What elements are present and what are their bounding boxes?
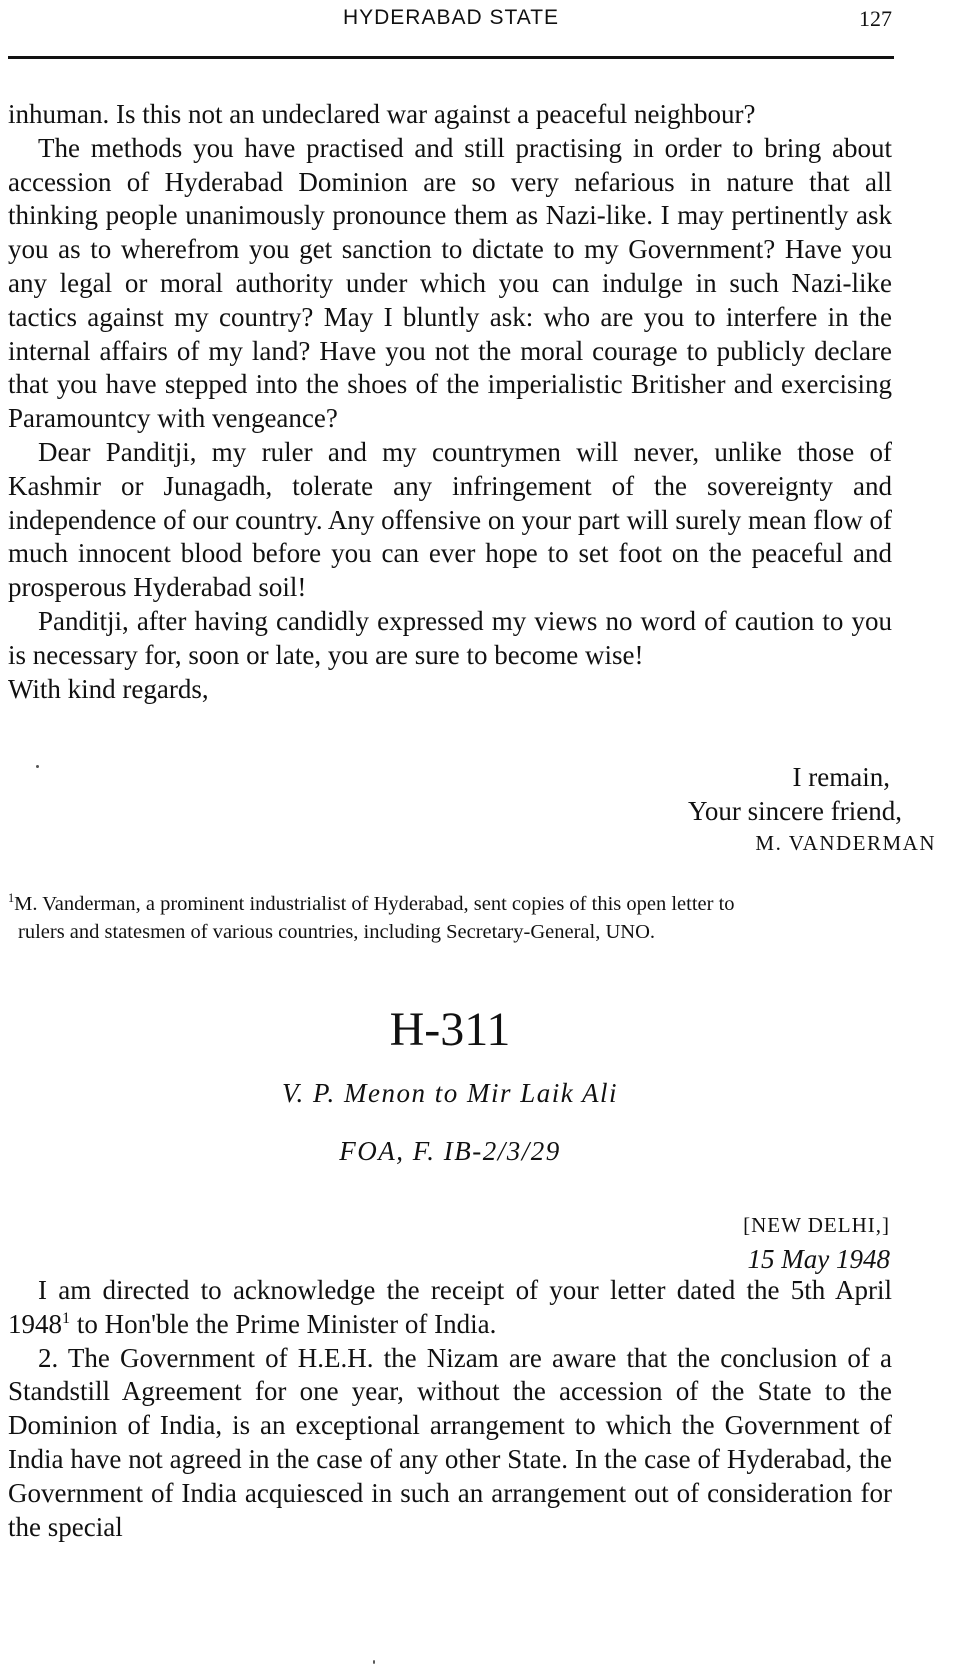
letter-body <box>8 1274 892 1544</box>
paragraph: Dear Panditji, my ruler and my countrymen will never, unlike those of Kashmir or Junagadh, tolerate any infringement of the sovereignty and independence of our country. Any offensive on your part will surely mean flow of much innocent blood before you can ever hope to set foot on the peaceful and prosperous Hyderabad soil! <box>8 436 893 603</box>
footnote-line-2: rulers and statesmen of various countries, including Secretary-General, UNO. <box>18 921 656 943</box>
footnote-line-1: M. Vanderman, a prominent industrialist of Hyderabad, sent copies of this open letter to <box>14 893 735 915</box>
header-rule <box>8 56 894 59</box>
letter-place: [NEW DELHI,] <box>743 1213 890 1237</box>
letter-closing: With kind regards, <box>8 673 209 704</box>
document-from-to: V. P. Menon to Mir Laik Ali <box>281 1078 618 1108</box>
footnote-marker: 1 <box>8 891 15 906</box>
footnote <box>8 890 892 946</box>
page-number: 127 <box>859 6 892 31</box>
paragraph <box>8 1274 892 1342</box>
running-head: HYDERABAD STATE <box>342 6 560 29</box>
document-number: H-311 <box>389 1003 511 1056</box>
paragraph: inhuman. Is this not an undeclared war against a peaceful neighbour? <box>8 99 756 129</box>
footnote-ref: 1 <box>62 1308 71 1327</box>
paragraph: 2. The Government of H.E.H. the Nizam are aware that the conclusion of a Standstill Agreement for one year, without the accession of the State to the Dominion of India, is an exceptional arrangement to which the Government of India have not agreed in the case of any other State. In the case of Hyderabad, the Government of India acquiesced in such an arrangement out of consideration for the special <box>8 1342 892 1542</box>
signature-block <box>688 760 936 858</box>
signatory-name: M. VANDERMAN <box>755 831 936 855</box>
page-header <box>10 6 892 38</box>
print-speck <box>373 1660 375 1664</box>
paragraph: Panditji, after having candidly expressed my views no word of caution to you is necessary for, soon or late, you are sure to become wise! <box>8 605 892 670</box>
sign-friend: Your sincere friend, <box>688 796 902 826</box>
para1-text-end: to Hon'ble the Prime Minister of India. <box>70 1308 497 1339</box>
para1-text: I am directed to acknowledge the receipt of your letter dated the 5th April 1948 <box>8 1275 892 1339</box>
letter-continued-body <box>8 98 892 706</box>
sign-remain: I remain, <box>792 762 890 792</box>
print-speck <box>36 765 39 768</box>
document-file-ref: FOA, F. IB-2/3/29 <box>339 1136 561 1166</box>
letter-date: 15 May 1948 <box>747 1244 890 1274</box>
place-date-block <box>743 1208 890 1276</box>
paragraph: The methods you have practised and still practising in order to bring about accession of Hyderabad Dominion are so very nefarious in nature that all thinking people unanimously pronounce them as Nazi-like. I may pertinently ask you as to wherefrom you get sanction to dictate to my Government? Have you any legal or moral authority under which you can indulge in such Nazi-like tactics against my country? May I bluntly ask: who are you to interfere in the internal affairs of my land? Have you not the moral courage to publicly declare that you have stepped into the shoes of the imperialistic Britisher and exercising Paramountcy with vengeance? <box>8 132 892 434</box>
